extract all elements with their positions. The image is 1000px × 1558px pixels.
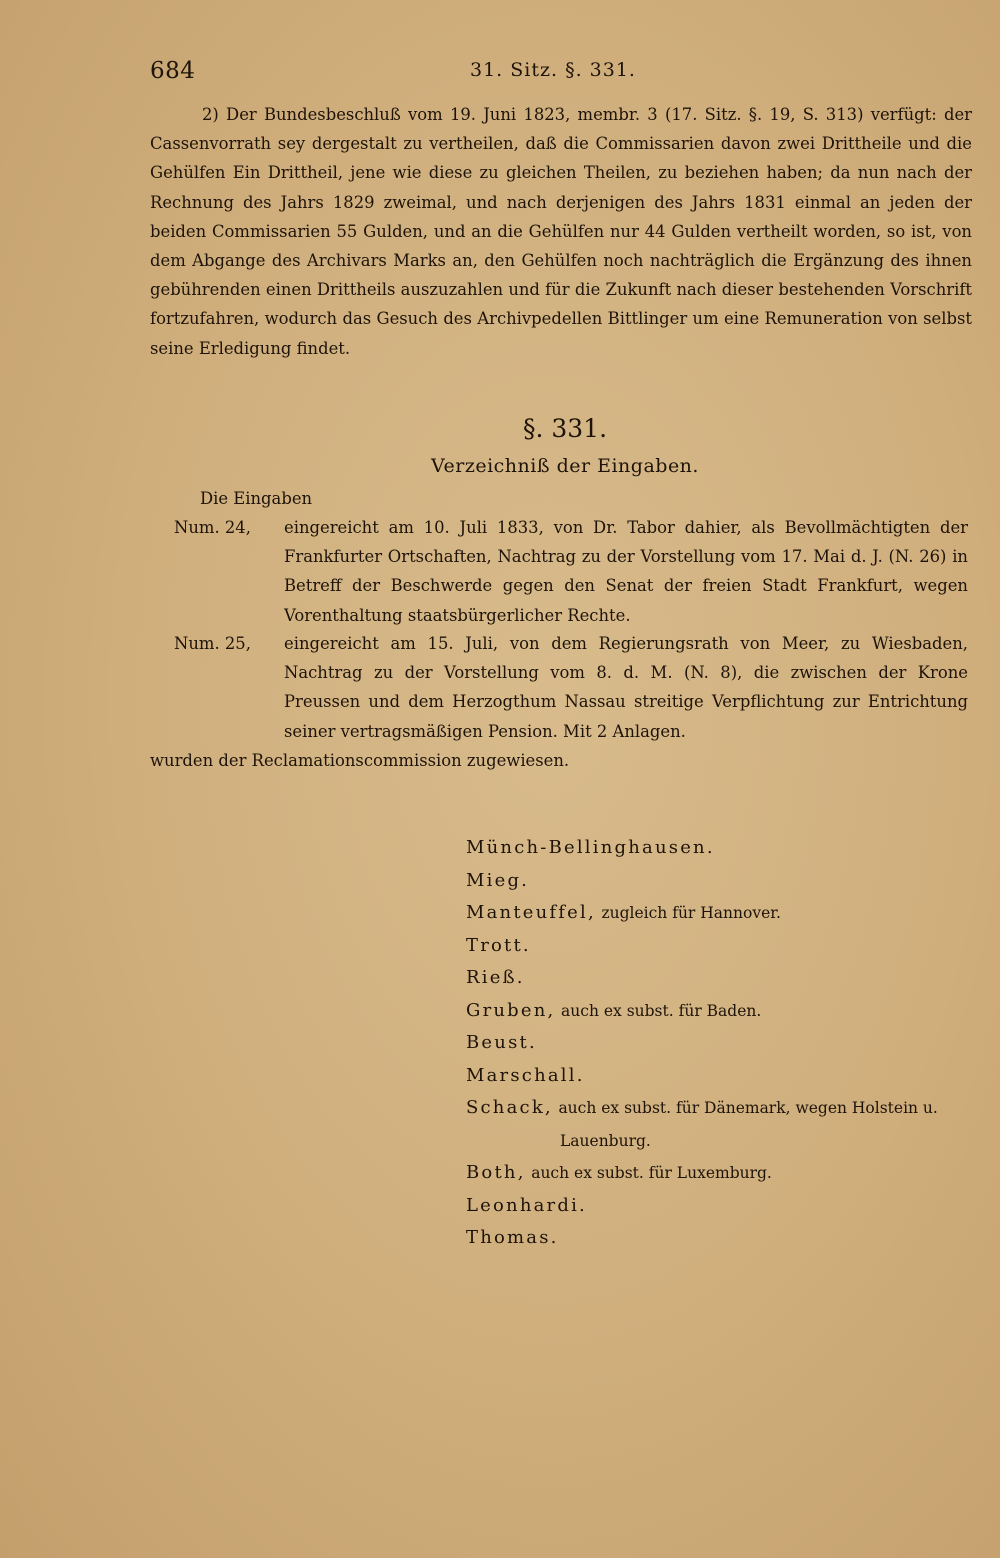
submission-entry-24 [174, 513, 968, 630]
signatory-name: Beust. [466, 1032, 537, 1053]
signatory-name: Marschall. [466, 1064, 585, 1086]
signatory-name: Trott. [466, 934, 531, 956]
signature-item [466, 1157, 986, 1190]
signature-item [466, 1222, 986, 1255]
section-number: §. 331. [522, 414, 608, 443]
signatory-name: Mieg. [466, 869, 530, 891]
signature-continuation [466, 1125, 986, 1158]
submission-entry-25 [174, 629, 968, 746]
closing-line: wurden der Reclamationscommission zugewiesen. [150, 751, 570, 770]
submission-text: eingereicht am 10. Juli 1833, von Dr. Tabor dahier, als Bevollmächtigten der Frankfurter Ortschaften, Nachtrag zu der Vorstellung vom 17. Mai d. J. (N. 26) in Betreff der Beschwerde gegen den Senat der freien Stadt Frankfurt, wegen Vorenthaltung staatsbürgerlicher Rechte. [284, 518, 968, 625]
signature-item [466, 962, 986, 995]
signature-item [466, 1027, 986, 1060]
signatory-name: Both, [466, 1162, 526, 1183]
signatory-name: Gruben, [466, 999, 556, 1021]
section-title: Verzeichniß der Eingaben. [431, 455, 699, 477]
page-header [150, 58, 970, 88]
signatory-name: Manteuffel, [466, 902, 596, 923]
page-number: 684 [150, 58, 196, 84]
signatory-name: Rieß. [466, 967, 525, 988]
signature-item [466, 832, 986, 865]
signatory-name: Schack, [466, 1097, 553, 1118]
submission-label: Num. 24, [174, 518, 251, 537]
signatory-note: auch ex subst. für Dänemark, wegen Holstein u. [558, 1099, 938, 1117]
paragraph-2: 2) Der Bundesbeschluß vom 19. Juni 1823, membr. 3 (17. Sitz. §. 19, S. 313) verfügt: der Cassenvorrath sey dergestalt zu vertheilen, daß die Commissarien davon zwei Drittheile und die Gehülfen Ein Drittheil, jene wie diese zu gleichen Theilen, zu beziehen haben; da nun nach der Rechnung des Jahrs 1829 zweimal, und nach derjenigen des Jahrs 1831 einmal an jeden der beiden Commissarien 55 Gulden, und an die Gehülfen nur 44 Gulden vertheilt worden, so ist, von dem Abgange des Archivars Marks an, den Gehülfen noch nachträglich die Ergänzung des ihnen gebührenden einen Drittheils auszuzahlen und für die Zukunft nach dieser bestehenden Vorschrift fortzufahren, wodurch das Gesuch des Archivpedellen Bittlinger um eine Remuneration von selbst seine Erledigung findet. [150, 105, 972, 358]
running-head: 31. Sitz. §. 331. [470, 59, 636, 81]
signatory-note: auch ex subst. für Baden. [561, 1001, 762, 1020]
signature-list [466, 832, 986, 1255]
signature-item [466, 930, 986, 963]
signatory-name: Leonhardi. [466, 1194, 587, 1216]
signatory-name: Münch-Bellinghausen. [466, 837, 715, 858]
signatory-note: Lauenburg. [560, 1131, 651, 1150]
signature-item [466, 1060, 986, 1093]
signatory-note: auch ex subst. für Luxemburg. [531, 1164, 772, 1182]
signatory-name: Thomas. [466, 1227, 559, 1248]
signature-item [466, 897, 986, 930]
signature-item [466, 1190, 986, 1223]
submission-label: Num. 25, [174, 634, 251, 653]
signature-item [466, 865, 986, 898]
signature-item [466, 995, 986, 1028]
signatory-note: zugleich für Hannover. [601, 904, 781, 922]
submissions-intro: Die Eingaben [200, 489, 313, 508]
signature-item [466, 1092, 986, 1125]
submission-text: eingereicht am 15. Juli, von dem Regierungsrath von Meer, zu Wiesbaden, Nachtrag zu der Vorstellung vom 8. d. M. (N. 8), die zwischen der Krone Preussen und dem Herzogthum Nassau streitige Verpflichtung zur Entrichtung seiner vertragsmäßigen Pension. Mit 2 Anlagen. [284, 634, 968, 741]
